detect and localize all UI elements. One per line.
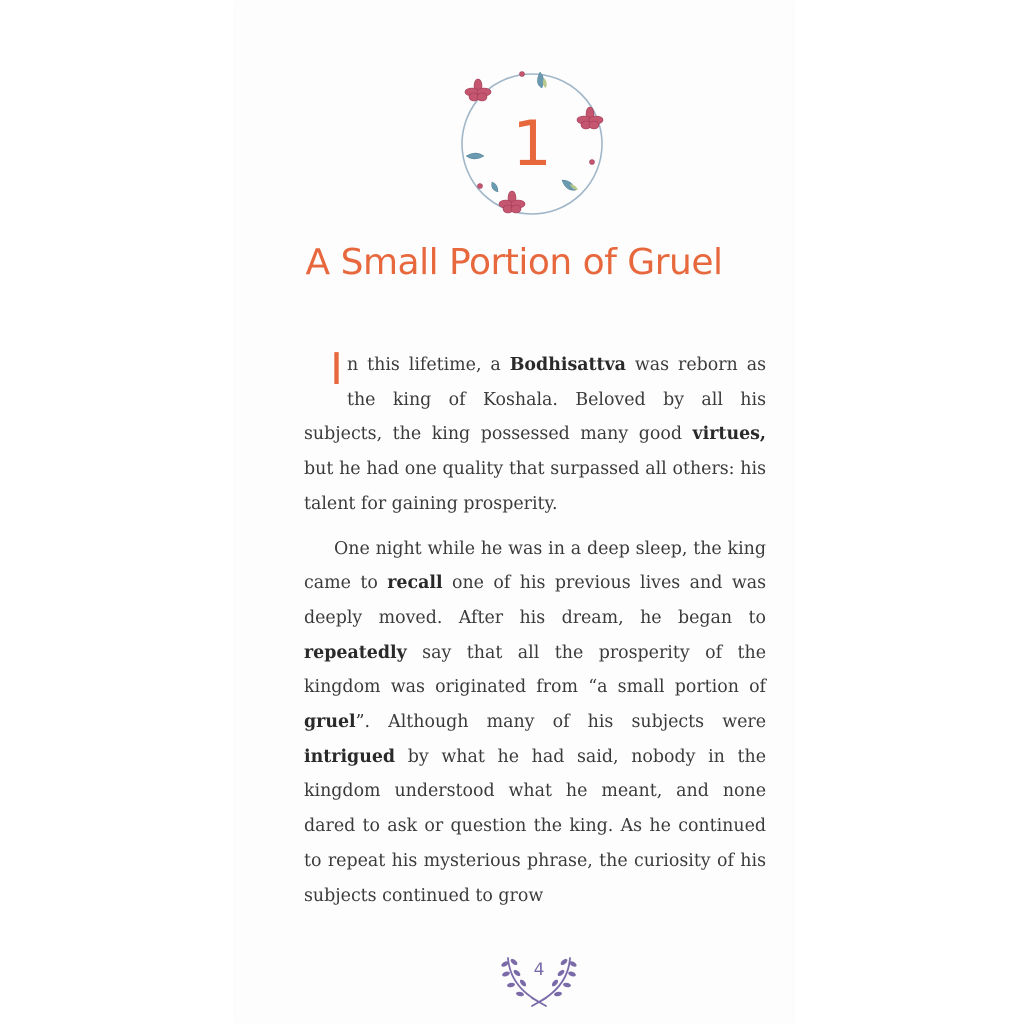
bold-term: recall [387, 573, 443, 594]
chapter-number: 1 [512, 107, 552, 180]
paragraph-text: one of his previous lives and was deeply moved. After his dream, he began to [304, 573, 767, 628]
bold-term: virtues, [692, 424, 766, 445]
paragraph-text: by what he had said, nobody in the kingdom understood what he meant, and none dared to ask or question the king. As he continued to repeat his mysterious phrase, the curiosity of his subjects continued to grow [304, 746, 766, 906]
paragraph-text: but he had one quality that surpassed all others: his talent for gaining prosperity. [304, 459, 766, 514]
paragraph-text: n this lifetime, a [346, 355, 510, 375]
paragraph-text: say that all the prosperity of the kingdom was originated from “a small portion of [304, 642, 766, 698]
bold-term: gruel [304, 712, 356, 733]
bold-term: Bodhisattva [509, 355, 626, 375]
paragraph-text: was reborn as the king of Koshala. Beloved by all his subjects, the king possessed many good [304, 355, 766, 445]
paragraph-text: One night while he was in a deep sleep, the king came to [304, 538, 766, 594]
chapter-title: A Small Portion of Gruel [305, 242, 723, 283]
paragraph-text: ”. Although many of his subjects were [355, 712, 766, 733]
chapter-body [304, 344, 767, 913]
bold-term: repeatedly [304, 642, 407, 663]
bold-term: intrigued [304, 746, 396, 767]
page-number: 4 [533, 960, 545, 980]
paragraph-1 [304, 344, 766, 522]
page-footer [496, 952, 582, 1012]
chapter-badge [452, 64, 612, 224]
paragraph-2 [304, 532, 766, 914]
drop-cap: I [330, 344, 343, 395]
